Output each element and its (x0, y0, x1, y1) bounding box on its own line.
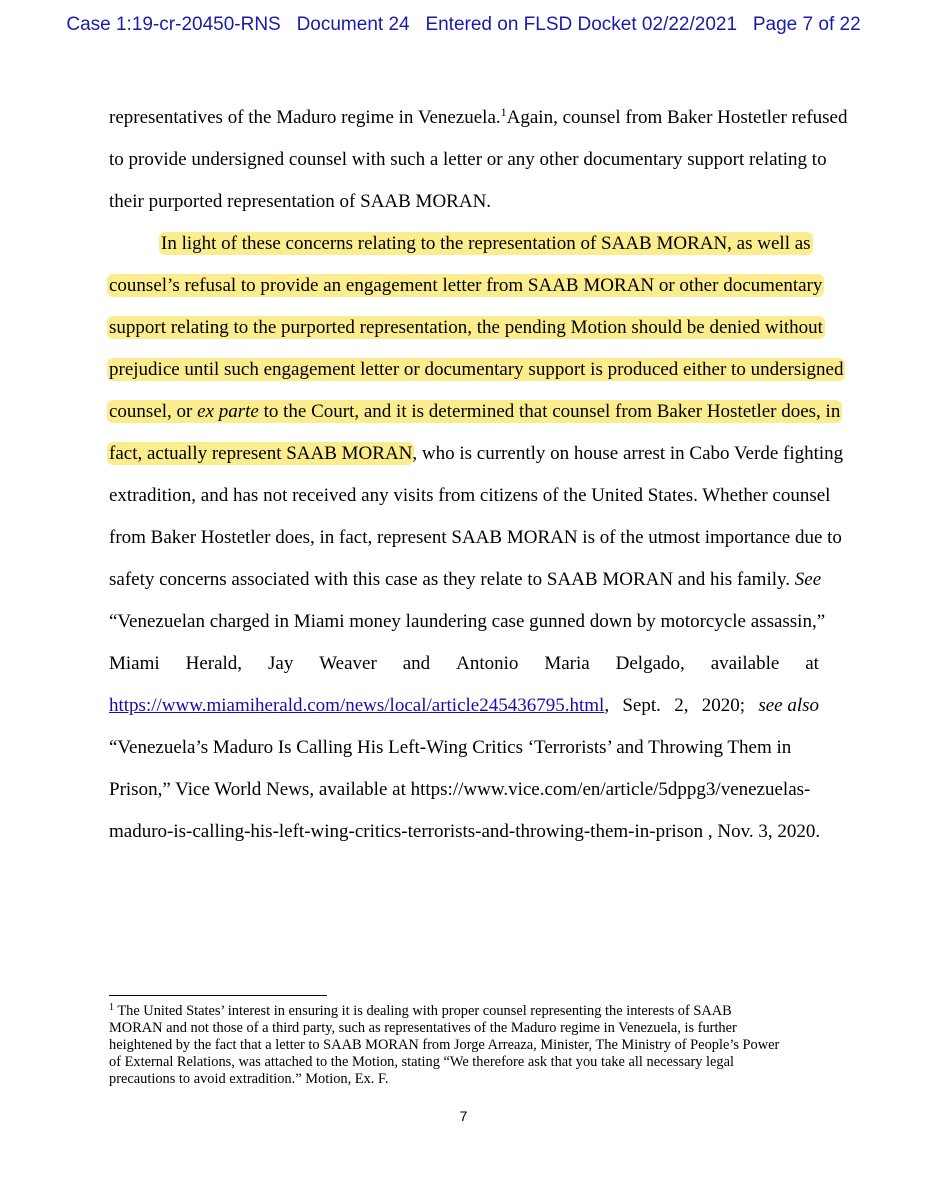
body-line: from Baker Hostetler does, in fact, represent SAAB MORAN is of the utmost importance due to (109, 527, 842, 548)
page-number: 7 (459, 1108, 468, 1124)
footnote-separator (109, 995, 327, 996)
highlighted-text: fact, actually represent SAAB MORAN (109, 443, 413, 464)
body-line: extradition, and has not received any visits from citizens of the United States. Whether counsel (109, 485, 831, 506)
footnote-line: MORAN and not those of a third party, such as representatives of the Maduro regime in Venezuela, is further (109, 1020, 737, 1036)
highlighted-line: counsel, or ex parte to the Court, and it is determined that counsel from Baker Hostetler does, in (109, 401, 841, 422)
body-line: https://www.miamiherald.com/news/local/article245436795.html, Sept. 2, 2020; see also (109, 695, 819, 716)
docket-header (0, 14, 927, 36)
footnote-reference[interactable]: 1 (500, 105, 507, 119)
body-line: their purported representation of SAAB MORAN. (109, 191, 492, 212)
body-line: “Venezuela’s Maduro Is Calling His Left-Wing Critics ‘Terrorists’ and Throwing Them in (109, 737, 792, 758)
highlighted-line: support relating to the purported representation, the pending Motion should be denied without (109, 317, 823, 338)
body-line: Miami Herald, Jay Weaver and Antonio Maria Delgado, available at (109, 653, 819, 674)
footnote-line: precautions to avoid extradition.” Motion, Ex. F. (109, 1071, 389, 1087)
body-line: Prison,” Vice World News, available at https://www.vice.com/en/article/5dppg3/venezuelas- (109, 779, 811, 800)
miami-herald-link[interactable]: https://www.miamiherald.com/news/local/article245436795.html (109, 695, 605, 716)
page-of-pages: Page 7 of 22 (752, 14, 861, 35)
footnote-line: $^1$ The United States’ interest in ensuring it is dealing with proper counsel representing the interests of SAAB (109, 1002, 732, 1019)
body-line: maduro-is-calling-his-left-wing-critics-terrorists-and-throwing-them-in-prison , Nov. 3, 2020. (109, 821, 821, 842)
body-line: representatives of the Maduro regime in Venezuela.$^1$ Again, counsel from Baker Hostetler refused (109, 105, 848, 128)
body-line: to provide undersigned counsel with such a letter or any other documentary support relating to (109, 149, 827, 170)
body-line: “Venezuelan charged in Miami money laundering case gunned down by motorcycle assassin,” (109, 611, 826, 632)
footnote-mark: 1 (109, 1002, 114, 1013)
document-number: Document 24 (296, 14, 410, 35)
footnote-line: of External Relations, was attached to the Motion, stating “We therefore ask that you take all necessary legal (109, 1054, 735, 1070)
highlighted-line: In light of these concerns relating to the representation of SAAB MORAN, as well as (161, 233, 811, 254)
body-line: safety concerns associated with this case as they relate to SAAB MORAN and his family. See (109, 569, 822, 590)
highlighted-line: counsel’s refusal to provide an engagement letter from SAAB MORAN or other documentary (109, 275, 823, 296)
footnote-line: heightened by the fact that a letter to SAAB MORAN from Jorge Arreaza, Minister, The Ministry of People’s Power (109, 1037, 780, 1053)
case-number: Case 1:19-cr-20450-RNS (66, 14, 281, 35)
footnote (109, 1003, 824, 1088)
highlighted-line: prejudice until such engagement letter or documentary support is produced either to undersigned (109, 359, 844, 380)
body-line: fact, actually represent SAAB MORAN, who is currently on house arrest in Cabo Verde fighting (109, 443, 844, 464)
entered-date: Entered on FLSD Docket 02/22/2021 (425, 14, 738, 35)
